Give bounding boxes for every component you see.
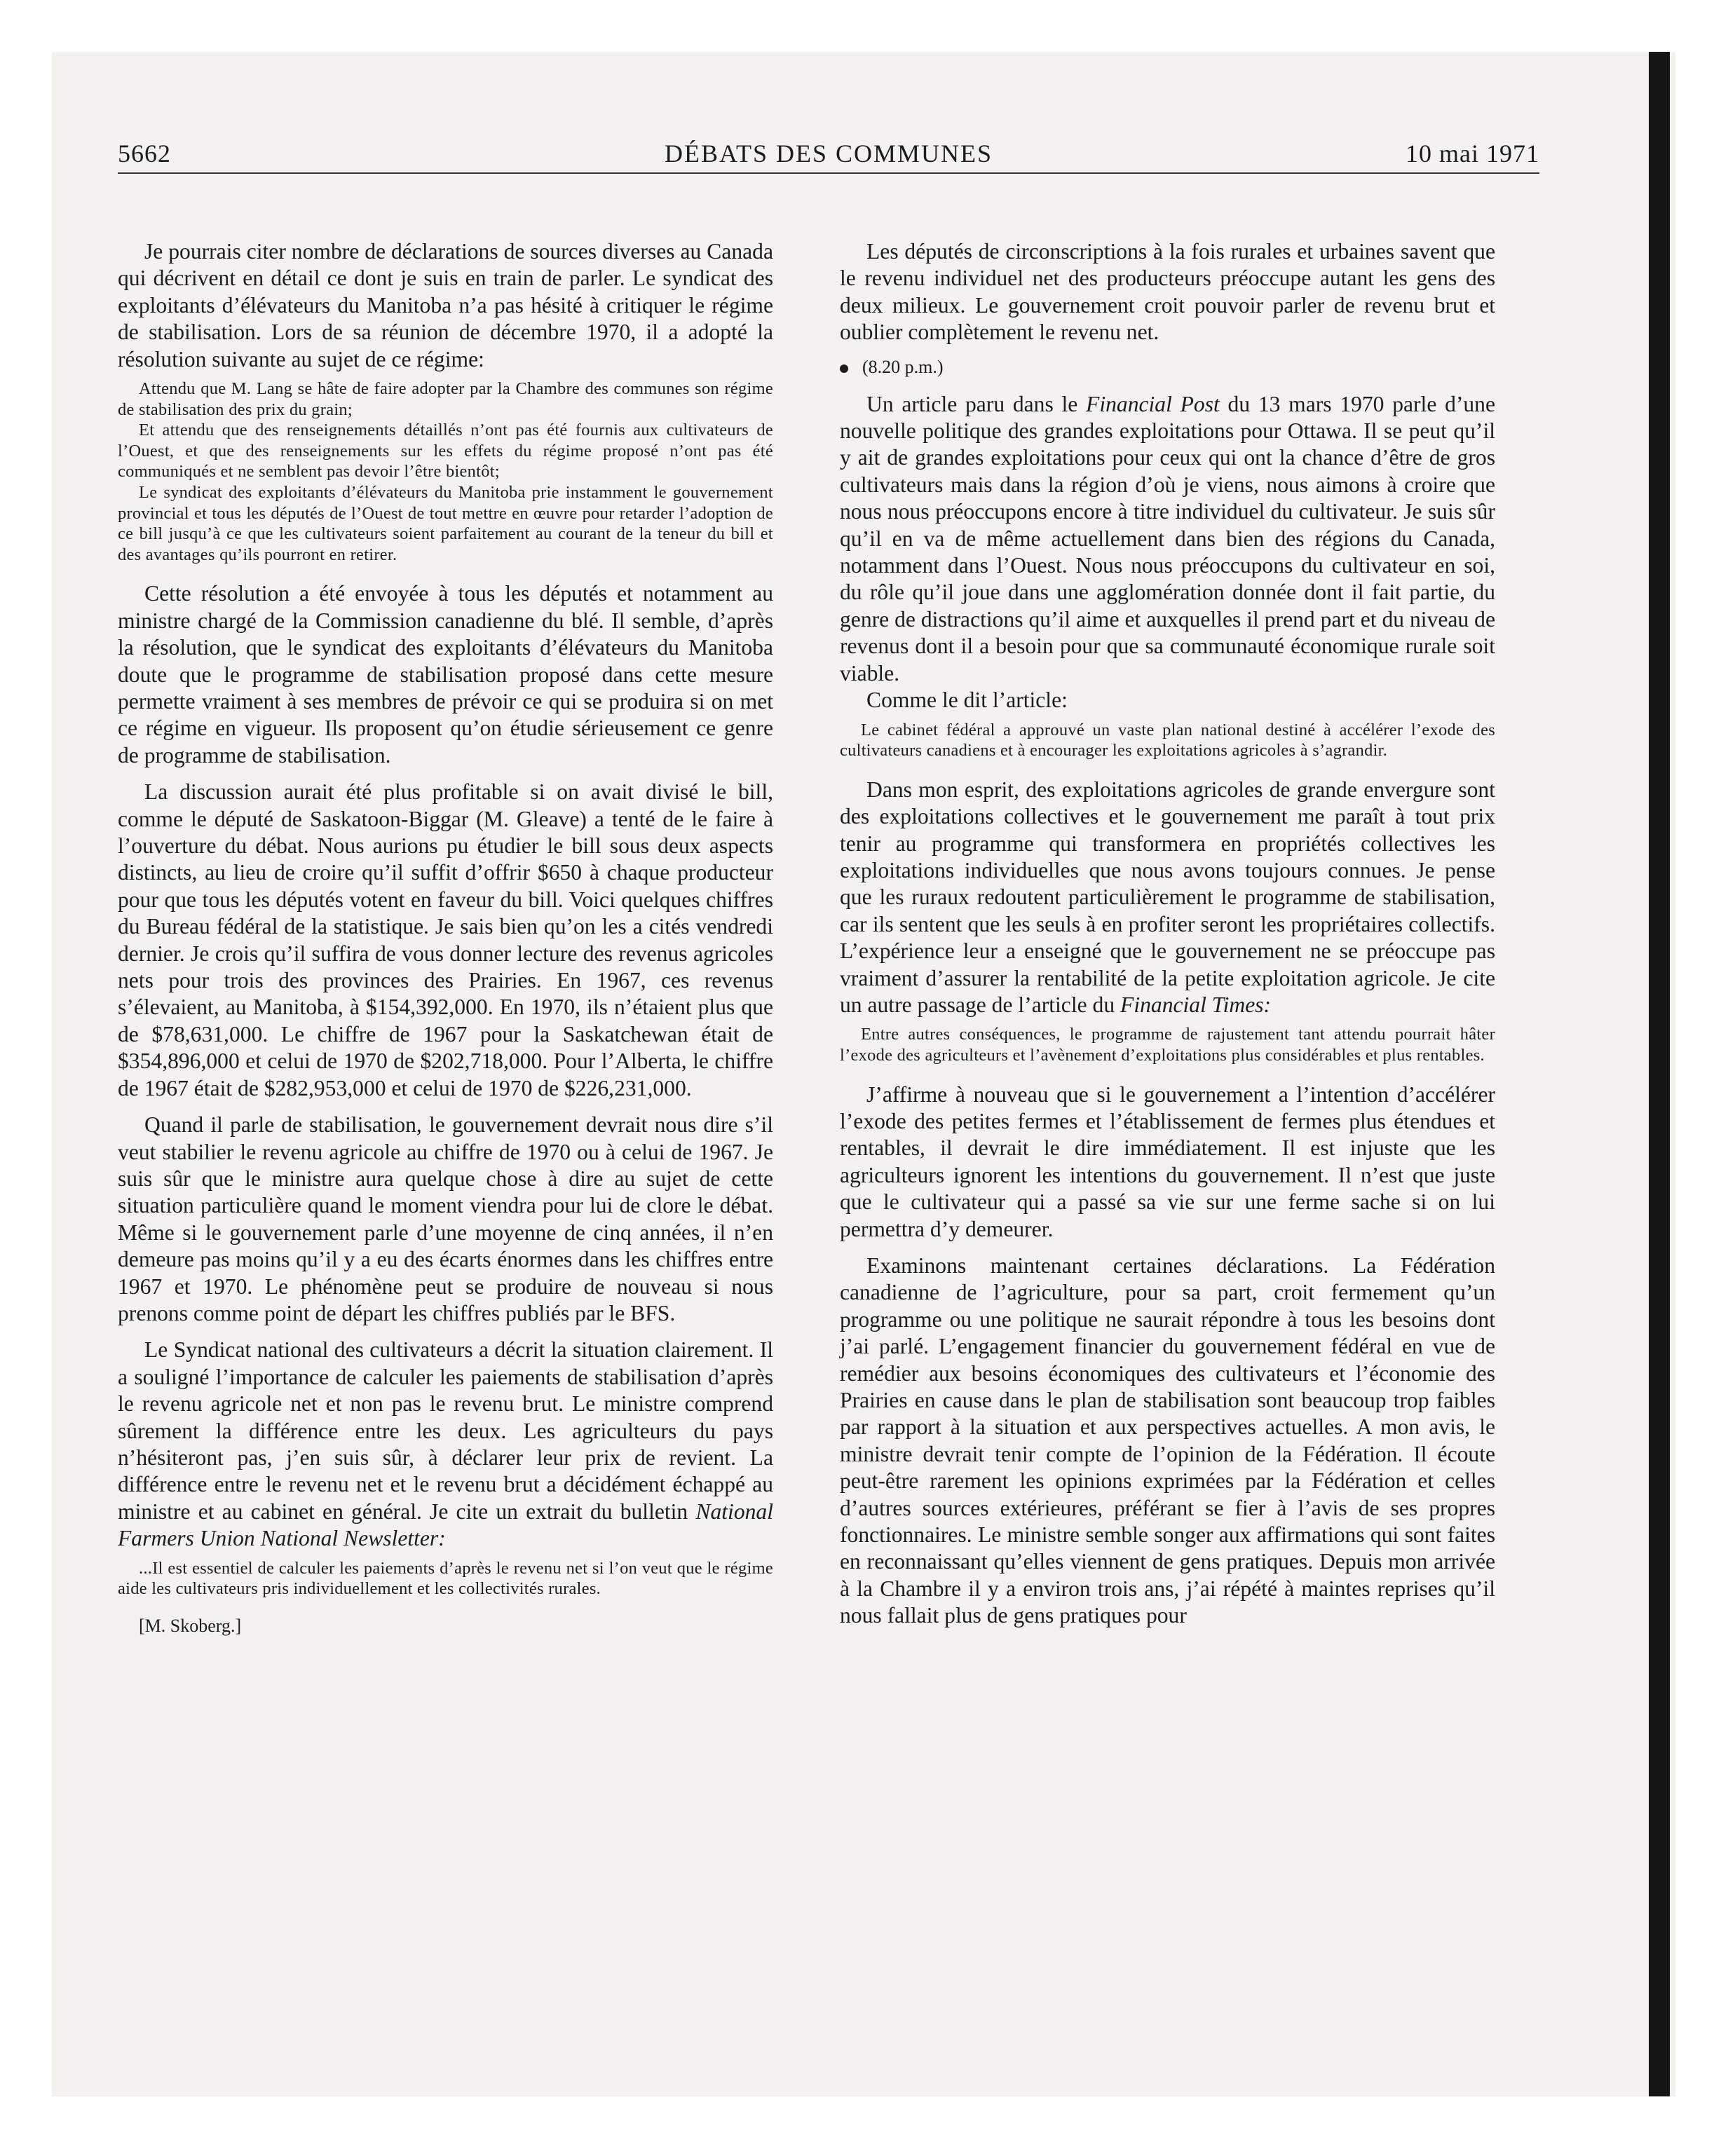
- paragraph-text: Le Syndicat national des cultivateurs a décrit la situation clairement. Il a souligné l’importance de calculer les paiements de stabilisation d’après le revenu agricole net et non pas le revenu brut. Le ministre comprend sûrement la différence entre les deux. Les agriculteurs du pays n’hésiteront pas, j’en suis sûr, à déclarer leur prix de revient. La différence entre le revenu net et le revenu brut a décidément échappé au ministre et au cabinet en général. Je cite un extrait du bulletin: [118, 1337, 773, 1524]
- paragraph: [118, 1337, 773, 1552]
- quote: Le cabinet fédéral a approuvé un vaste plan national destiné à accélérer l’exode des cultivateurs canadiens et à encourager les exploitations agricoles à s’agrandir.: [840, 720, 1495, 760]
- paragraph-text: Dans mon esprit, des exploitations agricoles de grande envergure sont des exploitations collectives et le gouvernement me paraît à tout prix tenir au programme qui transformera en propriétés collectives les exploitations individuelles que nous avons toujours connues. Je pense que les ruraux redoutent particulièrement le programme de stabilisation, car ils sentent que les seuls à en profiter seront les propriétaires collectifs. L’expérience leur a enseigné que le gouvernement ne se préoccupe pas vraiment d’assurer la rentabilité de la petite exploitation agricole. Je cite un autre passage de l’article du: [840, 777, 1495, 1017]
- bullet-icon: [840, 364, 848, 373]
- paragraph: La discussion aurait été plus profitable si on avait divisé le bill, comme le député de Saskatoon-Biggar (M. Gleave) a tenté de le faire à l’ouverture du débat. Nous aurions pu étudier le bill sous deux aspects distincts, au lieu de croire qu’il suffit d’offrir $650 à chaque producteur pour que tous les députés votent en faveur du bill. Voici quelques chiffres du Bureau fédéral de la statistique. Je sais bien qu’on les a cités vendredi dernier. Je crois qu’il suffira de vous donner lecture des revenus agricoles nets pour trois des provinces des Prairies. En 1967, ces revenus s’élevaient, au Manitoba, à $154,392,000. En 1970, ils n’étaient plus que de $78,631,000. Le chiffre de 1967 pour la Saskatchewan était de $354,896,000 et celui de 1970 de $202,718,000. Pour l’Alberta, le chiffre de 1967 était de $282,953,000 et celui de 1970 de $226,231,000.: [118, 779, 773, 1100]
- quote: ...Il est essentiel de calculer les paiements d’après le revenu net si l’on veut que le régime aide les cultivateurs pris individuellement et les collectivités rurales.: [118, 1558, 773, 1599]
- paragraph: [840, 777, 1495, 1019]
- paragraph: Quand il parle de stabilisation, le gouvernement devrait nous dire s’il veut stabilier le revenu agricole au chiffre de 1970 ou à celui de 1967. Je suis sûr que le ministre aura quelque chose à dire au sujet de cette situation particulière quand le moment viendra pour lui de clore le débat. Même si le gouvernement parle d’une moyenne de cinq années, il n’en demeure pas moins qu’il y a eu des écarts énormes dans les chiffres entre 1967 et 1970. Le phénomène peut se produire de nouveau si nous prenons comme point de départ les chiffres publiés par le BFS.: [118, 1112, 773, 1325]
- timestamp-text: (8.20 p.m.): [862, 356, 944, 377]
- quote: Attendu que M. Lang se hâte de faire adopter par la Chambre des communes son régime de stabilisation des prix du grain;: [118, 379, 773, 419]
- paragraph: J’affirme à nouveau que si le gouvernement a l’intention d’accélérer l’exode des petites fermes et l’établissement de fermes plus étendues et rentables, il devrait le dire immédiatement. Il est injuste que les agriculteurs ignorent les intentions du gouvernement. Il n’est que juste que le cultivateur qui a passé sa vie sur une ferme sache si on lui permettra d’y demeurer.: [840, 1082, 1495, 1241]
- quote: Entre autres conséquences, le programme de rajustement tant attendu pourrait hâter l’exode des agriculteurs et l’avènement d’exploitations plus considérables et plus rentables.: [840, 1025, 1495, 1065]
- page-header: [118, 139, 1539, 171]
- right-column: [840, 238, 1495, 1630]
- scan-edge: [1649, 52, 1670, 2096]
- publication-title: Financial Times:: [1120, 992, 1272, 1017]
- paragraph: Comme le dit l’article:: [866, 688, 1068, 713]
- paragraph: Les députés de circonscriptions à la fois rurales et urbaines savent que le revenu individuel net des producteurs préoccupe autant les gens des deux milieux. Le gouvernement croit pouvoir parler de revenu brut et oublier complètement le revenu net.: [840, 239, 1495, 345]
- page-date: 10 mai 1971: [1406, 139, 1539, 168]
- publication-title: National Farmers Union National Newsletter:: [118, 1499, 773, 1551]
- page-number: 5662: [118, 139, 171, 168]
- paragraph: Cette résolution a été envoyée à tous les députés et notamment au ministre chargé de la Commission canadienne du blé. Il semble, d’après la résolution, que le syndicat des exploitants d’élévateurs du Manitoba doute que le programme de stabilisation proposé dans cette mesure permette vraiment à ses membres de prévoir ce qui se produira si on met ce régime en vigueur. Ils proposent qu’on étudie sérieusement ce genre de programme de stabilisation.: [118, 581, 773, 767]
- publication-title: Financial Post: [1086, 391, 1220, 416]
- quote: Le syndicat des exploitants d’élévateurs du Manitoba prie instamment le gouvernement provincial et tous les députés de l’Ouest de tout mettre en œuvre pour retarder l’adoption de ce bill jusqu’à ce que les cultivateurs soient parfaitement au courant de la teneur du bill et des avantages qu’ils pourront en retirer.: [118, 483, 773, 564]
- paragraph-text: Un article paru dans le: [866, 391, 1078, 416]
- paragraph: Je pourrais citer nombre de déclarations de sources diverses au Canada qui décrivent en détail ce dont je suis en train de parler. Le syndicat des exploitants d’élévateurs du Manitoba n’a pas hésité à critiquer le régime de stabilisation. Lors de sa réunion de décembre 1970, il a adopté la résolution suivante au sujet de ce régime:: [118, 239, 773, 371]
- left-column: [118, 238, 773, 1637]
- paragraph: [840, 391, 1495, 687]
- speaker-label: [M. Skoberg.]: [139, 1615, 242, 1636]
- paragraph-text: du 13 mars 1970 parle d’une nouvelle politique des grandes exploitations pour Ottawa. Il se peut qu’il y ait de grandes exploitations pour ceux qui ont la chance d’être de gros cultivateurs mais dans la région d’où je viens, nous aimons à croire que nous nous préoccupons encore à titre individuel du cultivateur. Je suis sûr qu’il en va de même actuellement dans bien des régions du Canada, notamment dans l’Ouest. Nous nous préoccupons du cultivateur en soi, du rôle qu’il joue dans une agglomération donnée dont il fait partie, du genre de distractions qu’il aime et auxquelles il prend part et du niveau de revenus dont il a besoin pour que sa communauté économique rurale soit viable.: [840, 391, 1496, 685]
- page-title: DÉBATS DES COMMUNES: [664, 139, 993, 168]
- header-rule: [118, 172, 1539, 174]
- quote: Et attendu que des renseignements détaillés n’ont pas été fournis aux cultivateurs de l’Ouest, et que des renseignements sur les effets du régime proposé n’ont pas été communiqués et ne semblent pas devoir l’être bientôt;: [118, 421, 773, 482]
- paragraph: Examinons maintenant certaines déclarations. La Fédération canadienne de l’agriculture, pour sa part, croit fermement qu’un programme ou une politique ne saurait répondre à tous les besoins dont j’ai parlé. L’engagement financier du gouvernement fédéral en vue de remédier aux besoins économiques des cultivateurs et l’économie des Prairies en cause dans le plan de stabilisation sont beaucoup trop faibles par rapport à la situation et aux perspectives actuelles. A mon avis, le ministre devrait tenir compte de l’opinion de la Fédération. Il écoute peut-être rarement les opinions exprimées par la Fédération et celles d’autres sources extérieures, préférant se fier à l’avis de ses propres fonctionnaires. Le ministre semble songer aux affirmations qui sont faites en reconnaissant qu’elles viennent de gens pratiques. Depuis mon arrivée à la Chambre il y a environ trois ans, j’ai répété à maintes reprises qu’il nous fallait plus de gens pratiques pour: [840, 1253, 1495, 1628]
- timestamp: [840, 356, 1495, 378]
